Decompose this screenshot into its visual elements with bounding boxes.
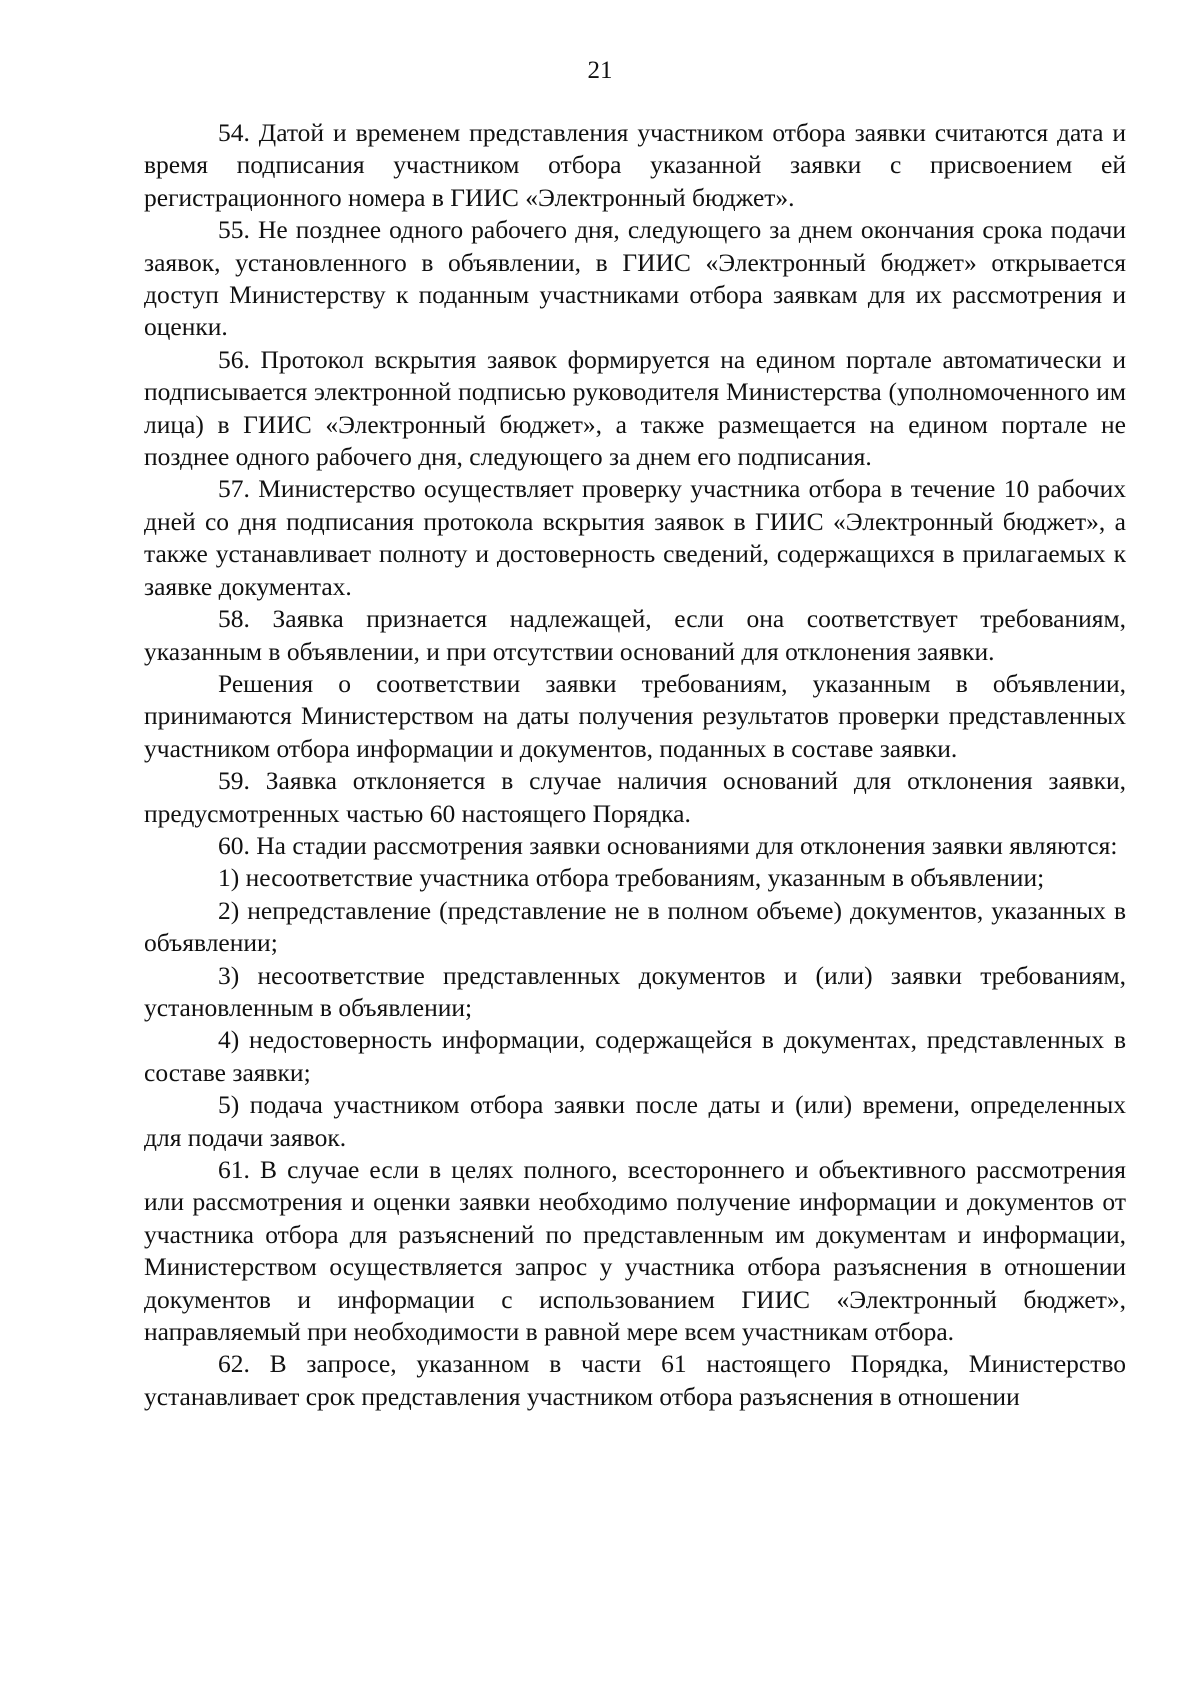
document-body	[144, 117, 1126, 1413]
paragraph-59: 59. Заявка отклоняется в случае наличия оснований для отклонения заявки, предусмотренных частью 60 настоящего Порядка.	[144, 766, 1126, 828]
paragraph-62: 62. В запросе, указанном в части 61 настоящего Порядка, Министерство устанавливает срок представления участником отбора разъяснения в отношении	[144, 1349, 1126, 1411]
paragraph-58-decisions: Решения о соответствии заявки требованиям, указанным в объявлении, принимаются Министерством на даты получения результатов проверки представленных участником отбора информации и документов, поданных в составе заявки.	[144, 668, 1126, 763]
page-number: 21	[587, 57, 613, 84]
paragraph-56: 56. Протокол вскрытия заявок формируется на едином портале автоматически и подписывается электронной подписью руководителя Министерства (уполномоченного им лица) в ГИИС «Электронный бюджет», а также размещается на едином портале не позднее одного рабочего дня, следующего за днем его подписания.	[144, 344, 1126, 472]
paragraph-61: 61. В случае если в целях полного, всестороннего и объективного рассмотрения или рассмотрения и оценки заявки необходимо получение информации и документов от участника отбора для разъяснений по представленным им документам и информации, Министерством осуществляется запрос у участника отбора разъяснения в отношении документов и информации с использованием ГИИС «Электронный бюджет», направляемый при необходимости в равной мере всем участникам отбора.	[144, 1155, 1126, 1347]
paragraph-58: 58. Заявка признается надлежащей, если она соответствует требованиям, указанным в объявлении, и при отсутствии оснований для отклонения заявки.	[144, 604, 1126, 666]
list-item-3: 3) несоответствие представленных документов и (или) заявки требованиям, установленным в объявлении;	[144, 960, 1126, 1022]
paragraph-55: 55. Не позднее одного рабочего дня, следующего за днем окончания срока подачи заявок, установленного в объявлении, в ГИИС «Электронный бюджет» открывается доступ Министерству к поданным участниками отбора заявкам для их рассмотрения и оценки.	[144, 215, 1126, 342]
list-item-2: 2) непредставление (представление не в полном объеме) документов, указанных в объявлении;	[144, 895, 1126, 958]
list-item-4: 4) недостоверность информации, содержащейся в документах, представленных в составе заявки;	[144, 1025, 1126, 1087]
list-item-1: 1) несоответствие участника отбора требованиям, указанным в объявлении;	[218, 863, 1045, 893]
paragraph-54: 54. Датой и временем представления участником отбора заявки считаются дата и время подписания участником отбора указанной заявки с присвоением ей регистрационного номера в ГИИС «Электронный бюджет».	[144, 118, 1126, 212]
list-item-5: 5) подача участником отбора заявки после даты и (или) времени, определенных для подачи заявок.	[144, 1090, 1126, 1152]
paragraph-60: 60. На стадии рассмотрения заявки основаниями для отклонения заявки являются:	[218, 830, 1118, 860]
paragraph-57: 57. Министерство осуществляет проверку участника отбора в течение 10 рабочих дней со дня подписания протокола вскрытия заявок в ГИИС «Электронный бюджет», а также устанавливает полноту и достоверность сведений, содержащихся в прилагаемых к заявке документах.	[144, 474, 1126, 601]
